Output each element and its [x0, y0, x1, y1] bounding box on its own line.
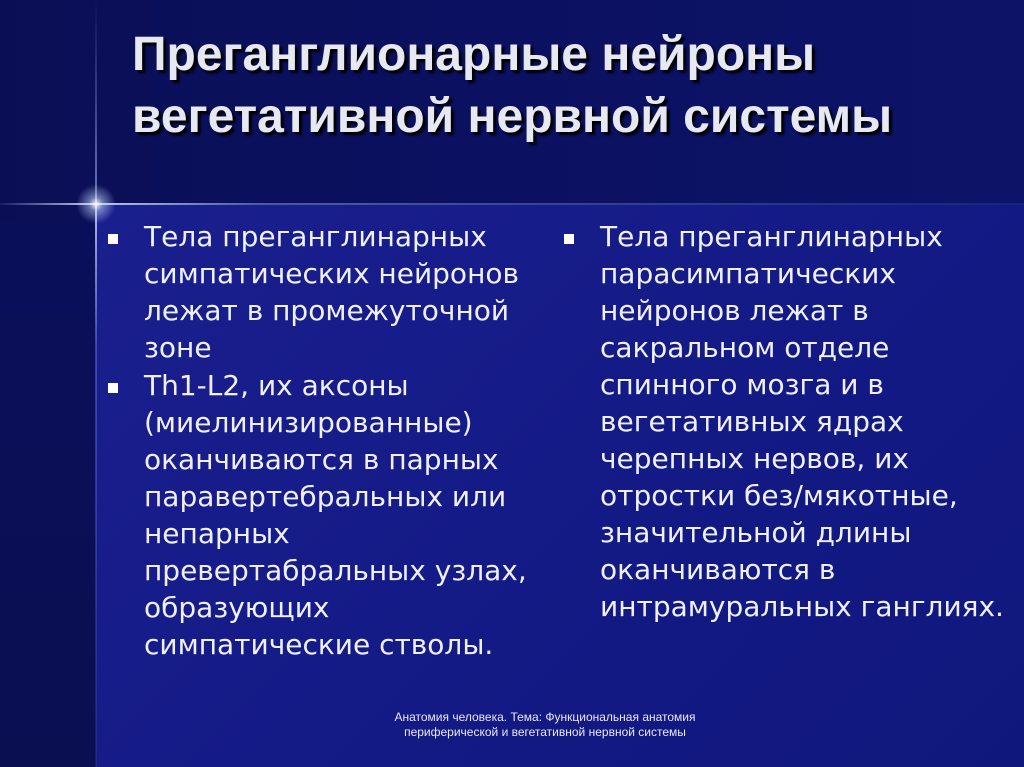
bullet-text: Тела преганглинарных симпатических нейронов лежат в промежуточной зоне: [144, 220, 520, 364]
slide-title: Преганглионарные нейроны вегетативной нервной системы: [132, 28, 893, 143]
bullet-text: Тела преганглинарных парасимпатических нейронов лежат в сакральном отделе спинного мозга и в вегетативных ядрах черепных нервов, их отростки без/мякотные, значительной длины оканчиваются в интрамуральных ганглиях.: [600, 220, 1004, 623]
vertical-light-line: [95, 0, 97, 767]
bullet-item: [104, 367, 534, 663]
slide-footer: Анатомия человека. Тема: Функциональная анатомия периферической и вегетативной нервной системы: [394, 710, 696, 739]
bullet-item: [104, 218, 534, 366]
left-bullet-list: [104, 218, 534, 664]
bullet-item: [560, 218, 1010, 625]
horizontal-light-line: [0, 203, 1024, 205]
square-bullet-icon: [564, 234, 574, 244]
right-bullet-list: [560, 218, 1010, 626]
square-bullet-icon: [108, 234, 118, 244]
bullet-text: Th1-L2, их аксоны (миелинизированные) оканчиваются в парных паравертебральных или непарных превертабральных узлах, образующих симпатические стволы.: [144, 369, 527, 661]
square-bullet-icon: [108, 383, 118, 393]
left-strip: [0, 222, 96, 767]
